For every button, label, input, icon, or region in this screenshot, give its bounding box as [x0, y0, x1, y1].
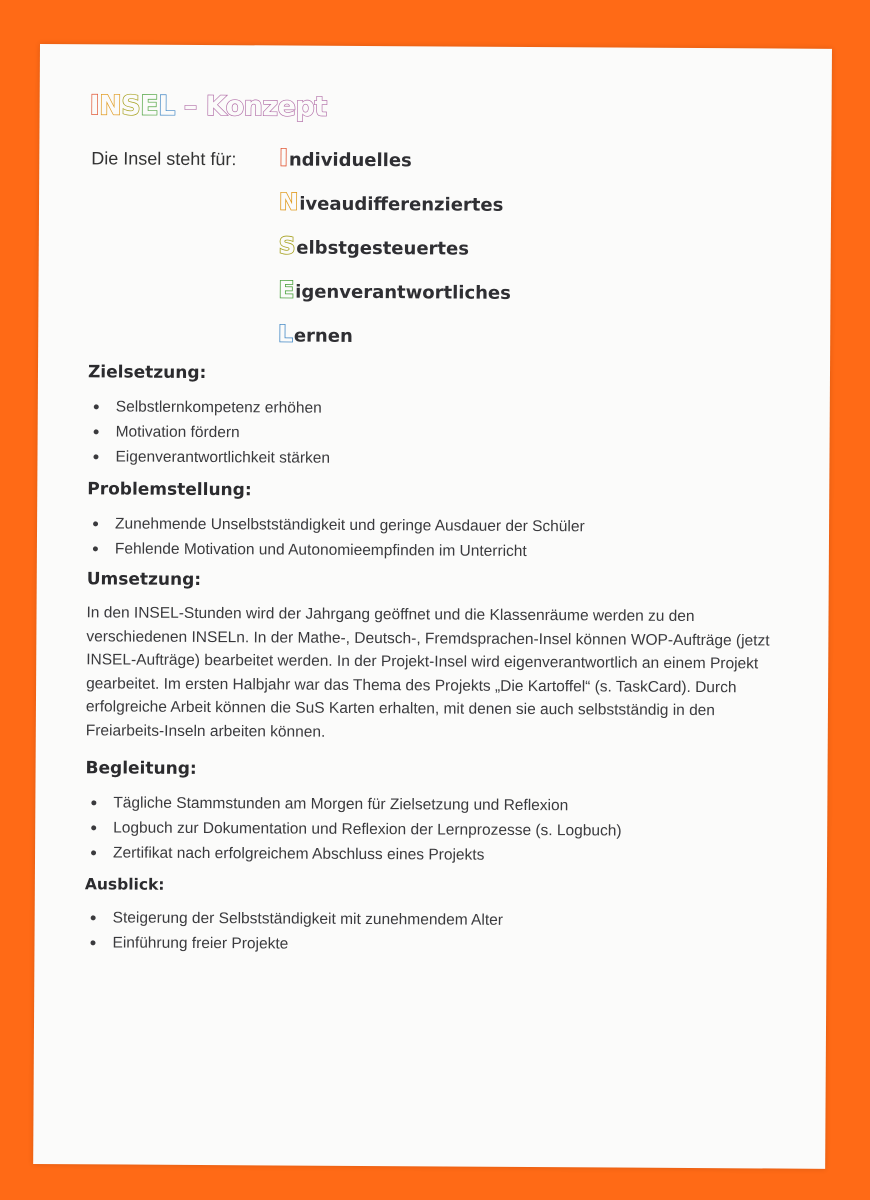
acronym-list: [278, 145, 512, 366]
acronym-word: iveaudifferenziertes: [299, 193, 504, 216]
section-begleitung: [85, 758, 786, 869]
section-problemstellung: [87, 479, 787, 565]
acronym-item-individuelles: [279, 145, 512, 190]
acronym-word: elbstgesteuertes: [296, 237, 470, 260]
document-title: [90, 90, 327, 122]
list-item: Zertifikat nach erfolgreichem Abschluss eines Projekts: [113, 840, 785, 869]
section-heading: Umsetzung:: [86, 569, 202, 590]
bullet-list: [85, 790, 785, 869]
bullet-list: [84, 905, 784, 959]
title-letter-s: S: [121, 90, 141, 122]
list-item: Fehlende Motivation und Autonomieempfinden im Unterricht: [115, 536, 787, 565]
section-heading: Begleitung:: [85, 758, 197, 779]
list-item: Logbuch zur Dokumentation und Reflexion der Lernprozesse (s. Logbuch): [113, 815, 785, 844]
section-heading: Zielsetzung:: [87, 362, 207, 384]
acronym-letter: N: [278, 189, 299, 216]
section-paragraph: In den INSEL-Stunden wird der Jahrgang geöffnet und die Klassenräume werden zu den verschiedenen INSELn. In der Mathe-, Deutsch-, Fremdsprachen-Insel können WOP-Aufträge (jetzt INSEL-Aufträge) bearbeitet werden. In der Projekt-Insel wird eigenverantwortlich an einem Projekt gearbeitet. Im ersten Halbjahr war das Thema des Projekts „Die Kartoffel“ (s. TaskCard). Durch erfolgreiche Arbeit können die SuS Karten erhalten, mit denen sie auch selbstständig in den Freiarbeits-Inseln arbeiten können.: [85, 604, 770, 741]
section-ausblick: [84, 875, 784, 959]
intro-text: Die Insel steht für:: [91, 148, 237, 170]
list-item: Selbstlernkompetenz erhöhen: [116, 394, 788, 423]
list-item: Steigerung der Selbstständigkeit mit zunehmendem Alter: [113, 905, 785, 934]
acronym-letter: S: [278, 233, 296, 260]
list-item: Zunehmende Unselbstständigkeit und geringe Ausdauer der Schüler: [115, 511, 787, 540]
acronym-item-niveaudifferenziertes: [279, 189, 512, 234]
section-heading: Problemstellung:: [87, 479, 252, 501]
acronym-item-selbstgesteuertes: [279, 233, 512, 278]
bullet-list: [87, 511, 787, 565]
title-rest: – Konzept: [174, 90, 327, 123]
title-letter-i: I: [89, 90, 100, 122]
document-page: [33, 44, 832, 1169]
document-content: [84, 362, 788, 959]
acronym-item-eigenverantwortliches: [278, 277, 511, 322]
acronym-item-lernen: [278, 321, 511, 366]
section-heading: Ausblick:: [84, 875, 165, 894]
acronym-word: ndividuelles: [288, 149, 412, 172]
acronym-letter: L: [278, 321, 293, 348]
list-item: Tägliche Stammstunden am Morgen für Zielsetzung und Reflexion: [113, 790, 785, 819]
section-umsetzung: [86, 569, 787, 746]
acronym-word: igenverantwortliches: [295, 281, 511, 304]
title-letter-n: N: [99, 90, 122, 122]
acronym-letter: I: [279, 145, 288, 172]
list-item: Motivation fördern: [116, 419, 788, 448]
acronym-letter: E: [278, 277, 295, 304]
title-letter-l: L: [158, 90, 175, 122]
list-item: Eigenverantwortlichkeit stärken: [115, 444, 787, 473]
list-item: Einführung freier Projekte: [112, 930, 784, 959]
bullet-list: [87, 394, 787, 473]
section-zielsetzung: [87, 362, 788, 473]
acronym-word: ernen: [293, 325, 353, 347]
title-letter-e: E: [140, 90, 159, 122]
